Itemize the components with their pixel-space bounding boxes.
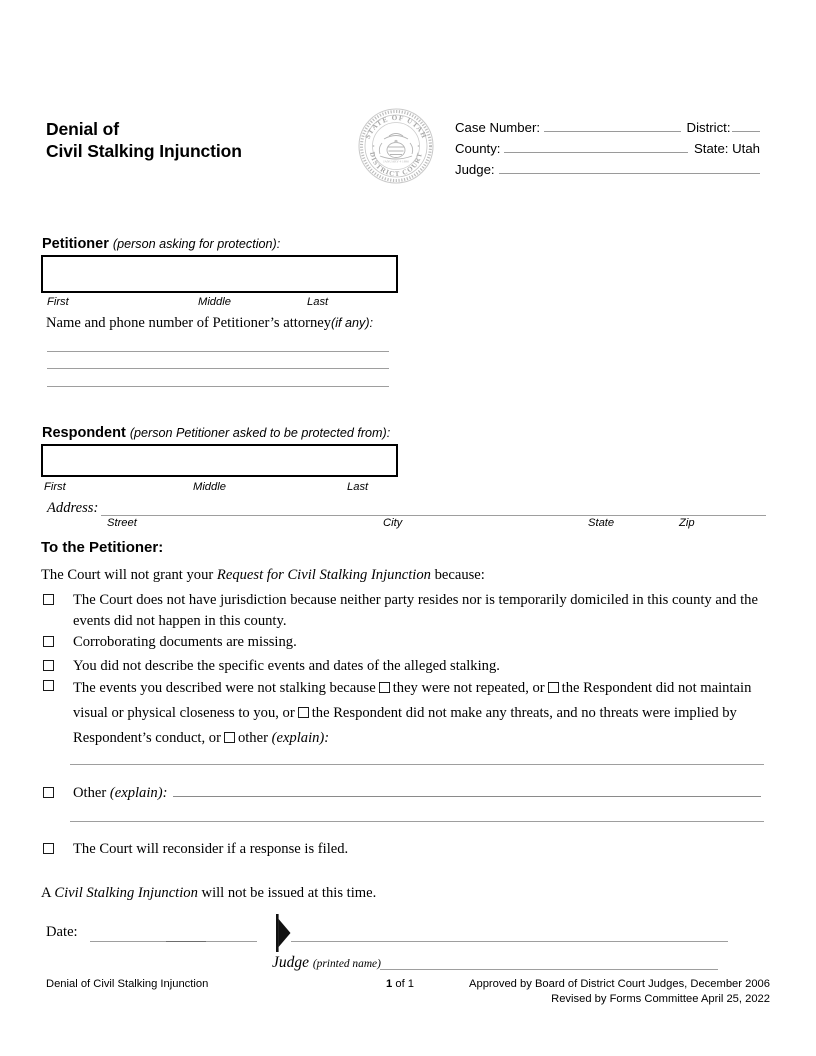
footer-approved: Approved by Board of District Court Judges, December 2006: [469, 978, 770, 990]
case-number-label: Case Number:: [455, 120, 541, 135]
checkbox-item-reconsider[interactable]: [43, 839, 769, 860]
judge-input[interactable]: [499, 161, 760, 174]
case-information-block: [455, 119, 760, 182]
other-label-note: (explain):: [109, 785, 168, 801]
respondent-last-label: Last: [347, 481, 369, 493]
judge-printed-name-label: [272, 954, 381, 972]
petitioner-name-input[interactable]: [41, 255, 398, 293]
checkbox-reconsider-label: The Court will reconsider if a response is filed.: [73, 841, 349, 857]
judge-label-text: Judge: [272, 954, 310, 971]
checkbox-specifics-label: You did not describe the specific events and dates of the alleged stalking.: [73, 658, 500, 674]
not-stalking-explain-line-1[interactable]: [70, 764, 764, 765]
county-label: County:: [455, 141, 501, 156]
county-input[interactable]: [504, 140, 688, 153]
case-number-input[interactable]: [544, 119, 681, 132]
footer-page-total: of 1: [392, 978, 415, 990]
to-petitioner-heading: To the Petitioner:: [41, 539, 164, 556]
petitioner-heading: [42, 236, 280, 252]
checkbox-item-not-stalking[interactable]: [43, 676, 769, 751]
district-label: District:: [686, 120, 731, 135]
other-explain-line-2[interactable]: [70, 821, 764, 822]
petitioner-middle-label: Middle: [198, 296, 231, 308]
checkbox-other[interactable]: [43, 787, 54, 798]
checkbox-item-other[interactable]: [43, 783, 769, 804]
respondent-heading-note: (person Petitioner asked to be protected from):: [129, 426, 391, 440]
judge-label: Judge:: [455, 162, 495, 177]
petitioner-attorney-prompt: [46, 315, 373, 332]
checkbox-jurisdiction[interactable]: [43, 594, 54, 605]
not-stalking-sub4-note: (explain):: [271, 730, 330, 746]
not-stalking-sub3: the Respondent did not make any threats, and no threats were implied by Respondent’s conduct, or: [73, 705, 737, 746]
respondent-state-label: State: [588, 517, 615, 529]
state-label: State: Utah: [694, 141, 760, 156]
judge-row: [455, 161, 760, 182]
not-stalking-sub2: the Respondent did not maintain visual or physical closeness to you, or: [73, 680, 752, 721]
petitioner-attorney-prompt-note: (if any):: [331, 316, 374, 330]
svg-text:JANUARY 4 1896: JANUARY 4 1896: [383, 159, 409, 164]
page-title: [46, 118, 346, 162]
checkbox-not-stalking-other[interactable]: [224, 732, 235, 743]
not-stalking-sub4: other: [237, 730, 268, 746]
respondent-address-input[interactable]: [101, 515, 766, 516]
respondent-heading-label: Respondent: [42, 425, 126, 441]
intro-suffix: because:: [430, 567, 485, 583]
not-stalking-part1: The events you described were not stalking because: [73, 680, 376, 696]
respondent-name-input[interactable]: [41, 444, 398, 477]
petitioner-attorney-line-1[interactable]: [47, 351, 389, 352]
date-input-highlight: [166, 941, 206, 942]
checkbox-not-stalking-label: [73, 676, 769, 751]
petitioner-heading-label: Petitioner: [42, 236, 109, 252]
checkbox-item-jurisdiction[interactable]: [43, 590, 769, 632]
respondent-first-label: First: [44, 481, 66, 493]
footer-row-2: [46, 993, 770, 1008]
page-footer: [46, 978, 770, 1008]
checkbox-corroborating-label: Corroborating documents are missing.: [73, 634, 297, 650]
respondent-address-label: Address:: [47, 500, 99, 516]
checkbox-item-corroborating[interactable]: [43, 632, 769, 653]
county-row: [455, 140, 760, 161]
intro-prefix: The Court will not grant your: [41, 567, 217, 583]
closing-suffix: will not be issued at this time.: [197, 885, 377, 901]
petitioner-heading-note: (person asking for protection):: [112, 237, 281, 251]
petitioner-attorney-line-3[interactable]: [47, 386, 389, 387]
other-label-text: Other: [73, 785, 107, 801]
checkbox-no-closeness[interactable]: [548, 682, 559, 693]
checkbox-jurisdiction-label: The Court does not have jurisdiction because neither party resides nor is temporarily domiciled in this county and the events did not happen in this county.: [73, 592, 758, 629]
judge-label-note: (printed name): [312, 958, 381, 970]
to-petitioner-intro: [41, 565, 761, 586]
footer-revised: Revised by Forms Committee April 25, 2022: [551, 993, 770, 1005]
respondent-zip-label: Zip: [679, 517, 695, 529]
signature-input[interactable]: [291, 941, 728, 942]
utah-district-court-seal-icon: [356, 106, 436, 186]
checkbox-not-stalking[interactable]: [43, 680, 54, 691]
checkbox-no-threats[interactable]: [298, 707, 309, 718]
checkbox-corroborating[interactable]: [43, 636, 54, 647]
district-input[interactable]: [732, 119, 760, 132]
checkbox-not-repeated[interactable]: [379, 682, 390, 693]
checkbox-reconsider[interactable]: [43, 843, 54, 854]
judge-printed-name-input[interactable]: [380, 969, 718, 970]
petitioner-last-label: Last: [307, 296, 329, 308]
respondent-city-label: City: [383, 517, 403, 529]
closing-statement: [41, 883, 761, 904]
respondent-middle-label: Middle: [193, 481, 226, 493]
closing-italic: Civil Stalking Injunction: [54, 885, 198, 901]
petitioner-attorney-line-2[interactable]: [47, 368, 389, 369]
not-stalking-sub1: they were not repeated, or: [392, 680, 545, 696]
checkbox-item-specifics[interactable]: [43, 656, 769, 677]
date-label: Date:: [46, 924, 78, 940]
closing-prefix: A: [41, 885, 55, 901]
footer-page-number: [386, 978, 414, 990]
footer-form-name: Denial of Civil Stalking Injunction: [46, 978, 209, 990]
title-line-1: Denial of: [46, 119, 119, 139]
respondent-heading: [42, 425, 390, 441]
case-number-row: [455, 119, 760, 140]
footer-page-current: 1: [386, 978, 393, 990]
intro-italic: Request for Civil Stalking Injunction: [216, 567, 431, 583]
footer-row-1: [46, 978, 770, 993]
petitioner-first-label: First: [47, 296, 69, 308]
title-line-2: Civil Stalking Injunction: [46, 141, 242, 161]
respondent-street-label: Street: [107, 517, 137, 529]
signature-marker-icon: [276, 914, 292, 952]
svg-text:STATE OF UTAH: STATE OF UTAH: [363, 113, 429, 141]
checkbox-specifics[interactable]: [43, 660, 54, 671]
petitioner-attorney-prompt-text: Name and phone number of Petitioner’s attorney: [46, 315, 332, 331]
other-input[interactable]: [173, 785, 761, 797]
svg-text:DISTRICT COURT: DISTRICT COURT: [367, 151, 424, 179]
checkbox-other-label: [73, 783, 761, 804]
